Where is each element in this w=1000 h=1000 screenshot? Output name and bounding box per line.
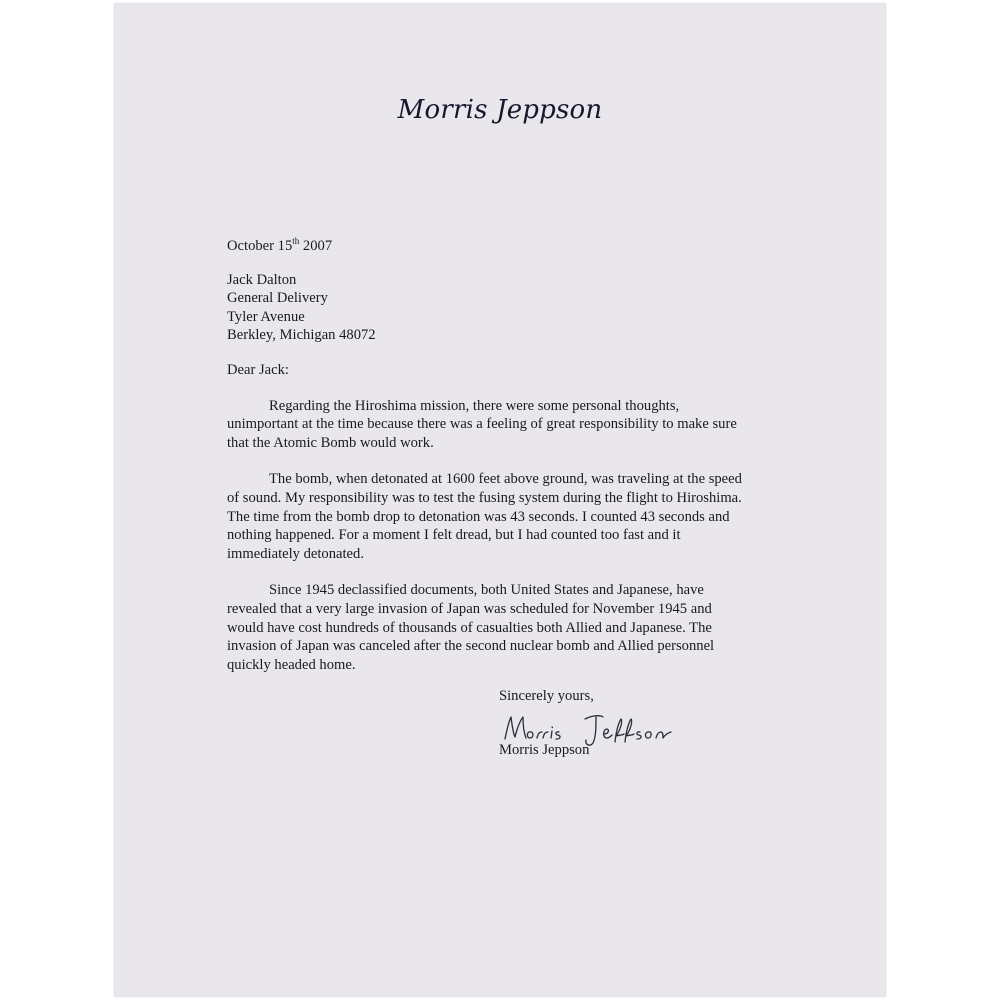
closing-phrase: Sincerely yours,: [499, 688, 594, 704]
paragraph-line: invasion of Japan was canceled after the second nuclear bomb and Allied personnel: [227, 638, 715, 655]
recipient-name: Jack Dalton: [227, 271, 297, 288]
recipient-line-2: General Delivery: [227, 290, 328, 307]
paragraph-line: immediately detonated.: [227, 545, 364, 562]
paragraph-line: nothing happened. For a moment I felt dread, but I had counted too fast and it: [227, 527, 681, 544]
date-month-day: October 15: [227, 238, 293, 254]
date-year: 2007: [302, 238, 333, 254]
paragraph-line: unimportant at the time because there was a feeling of great responsibility to make sure: [227, 416, 737, 433]
letter-body: [227, 237, 787, 692]
closing-block: [499, 687, 719, 758]
paragraph-line: Since 1945 declassified documents, both United States and Japanese, have: [269, 582, 704, 599]
paragraph-2: [227, 470, 787, 563]
date-ordinal: th: [292, 236, 300, 246]
paragraph-line: The time from the bomb drop to detonation was 43 seconds. I counted 43 seconds and: [227, 508, 730, 525]
recipient-line-4: Berkley, Michigan 48072: [227, 327, 376, 344]
letterhead-name: Morris Jeppson: [397, 95, 603, 125]
signed-name: Morris Jeppson: [499, 742, 590, 758]
paragraph-1: [227, 397, 787, 453]
paragraph-line: would have cost hundreds of thousands of casualties both Allied and Japanese. The: [227, 619, 712, 636]
recipient-address: [227, 271, 787, 345]
salutation: Dear Jack:: [227, 361, 289, 378]
paragraph-line: Regarding the Hiroshima mission, there were some personal thoughts,: [269, 397, 680, 414]
paragraph-line: quickly headed home.: [227, 656, 356, 673]
paragraph-line: revealed that a very large invasion of Japan was scheduled for November 1945 and: [227, 600, 712, 617]
paragraph-line: of sound. My responsibility was to test the fusing system during the flight to Hiroshima.: [227, 489, 742, 506]
letter-date: [227, 237, 787, 256]
paragraph-line: that the Atomic Bomb would work.: [227, 434, 434, 451]
recipient-line-3: Tyler Avenue: [227, 308, 305, 325]
paragraph-line: The bomb, when detonated at 1600 feet above ground, was traveling at the speed: [269, 471, 742, 488]
paragraph-3: [227, 581, 787, 674]
letter-page: [114, 3, 886, 997]
